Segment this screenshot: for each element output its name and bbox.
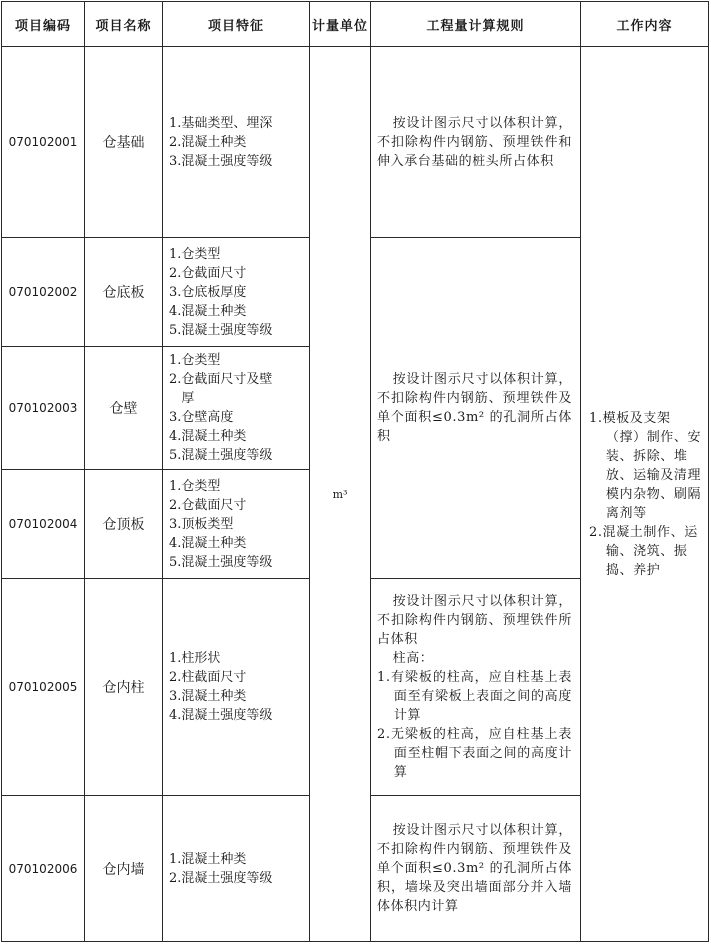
unit-cell: m³: [309, 46, 371, 942]
feature-item: 厚: [169, 391, 195, 406]
rule-list-item: 2.无梁板的柱高，应自柱基上表面至柱帽下表面之间的高度计算: [377, 727, 572, 780]
work-cell: [580, 46, 709, 942]
feature-item: 5.混凝土强度等级: [169, 322, 273, 338]
feature-item: 4.混凝土种类: [169, 429, 247, 444]
row-3-name: 仓壁: [84, 346, 163, 470]
row-2-name: 仓底板: [84, 237, 163, 347]
rule-cell-3: [370, 578, 581, 796]
feature-item: 5.混凝土强度等级: [169, 448, 273, 463]
rule-subheading: 柱高：: [392, 651, 434, 666]
feature-item: 3.混凝土强度等级: [169, 153, 273, 169]
feature-item: 3.仓壁高度: [169, 410, 234, 425]
rule-text: 按设计图示尺寸以体积计算，不扣除构件内钢筋、预埋铁件和伸入承台基础的桩头所占体积: [377, 115, 572, 169]
rule-cell-2: [370, 237, 581, 579]
feature-item: 1.基础类型、埋深: [169, 115, 273, 131]
feature-item: 2.柱截面尺寸: [169, 670, 247, 685]
rule-list-item: 1.有梁板的柱高，应自柱基上表面至有梁板上表面之间的高度计算: [377, 670, 572, 723]
header-features: 项目特征: [162, 1, 310, 47]
row-4-features: [162, 469, 310, 579]
row-5-features: [162, 578, 310, 796]
feature-item: 5.混凝土强度等级: [169, 554, 273, 570]
feature-item: 2.仓截面尺寸: [169, 497, 247, 513]
row-1-name: 仓基础: [84, 46, 163, 238]
feature-item: 1.柱形状: [169, 651, 221, 666]
row-4-name: 仓顶板: [84, 469, 163, 579]
feature-item: 1.仓类型: [169, 353, 221, 368]
work-item: 1.模板及支架（撑）制作、安装、拆除、堆放、运输及清理模内杂物、刷隔离剂等: [589, 410, 702, 521]
header-unit: 计量单位: [309, 1, 371, 47]
rule-cell-4: [370, 795, 581, 942]
row-6-code: 070102006: [1, 795, 85, 942]
header-rule: 工程量计算规则: [370, 1, 581, 47]
rule-text: 按设计图示尺寸以体积计算，不扣除构件内钢筋、预埋铁件及单个面积≤0.3m² 的孔洞所占体积: [377, 372, 572, 444]
rule-text: 按设计图示尺寸以体积计算，不扣除构件内钢筋、预埋铁件及单个面积≤0.3m² 的孔洞所占体积，墙垛及突出墙面部分并入墙体体积内计算: [377, 823, 572, 914]
work-item: 2.混凝土制作、运输、浇筑、振捣、养护: [589, 524, 698, 578]
header-code: 项目编码: [1, 1, 85, 47]
feature-item: 3.混凝土种类: [169, 689, 247, 704]
row-3-code: 070102003: [1, 346, 85, 470]
row-6-name: 仓内墙: [84, 795, 163, 942]
row-5-name: 仓内柱: [84, 578, 163, 796]
row-2-features: [162, 237, 310, 347]
feature-item: 4.混凝土强度等级: [169, 708, 273, 723]
feature-item: 2.混凝土种类: [169, 134, 247, 150]
row-6-features: [162, 795, 310, 942]
row-1-code: 070102001: [1, 46, 85, 238]
feature-item: 2.仓截面尺寸及壁: [169, 372, 273, 387]
row-1-features: [162, 46, 310, 238]
feature-item: 1.混凝土种类: [169, 851, 247, 867]
feature-item: 4.混凝土种类: [169, 303, 247, 319]
feature-item: 2.仓截面尺寸: [169, 265, 247, 281]
feature-item: 3.仓底板厚度: [169, 284, 247, 300]
feature-item: 1.仓类型: [169, 478, 221, 494]
rule-cell-1: [370, 46, 581, 238]
rule-text: 按设计图示尺寸以体积计算，不扣除构件内钢筋、预埋铁件所占体积: [377, 594, 572, 647]
feature-item: 2.混凝土强度等级: [169, 870, 273, 886]
row-2-code: 070102002: [1, 237, 85, 347]
row-5-code: 070102005: [1, 578, 85, 796]
header-name: 项目名称: [84, 1, 163, 47]
feature-item: 1.仓类型: [169, 246, 221, 262]
feature-item: 4.混凝土种类: [169, 535, 247, 551]
header-work: 工作内容: [580, 1, 709, 47]
row-4-code: 070102004: [1, 469, 85, 579]
feature-item: 3.顶板类型: [169, 516, 234, 532]
row-3-features: [162, 346, 310, 470]
